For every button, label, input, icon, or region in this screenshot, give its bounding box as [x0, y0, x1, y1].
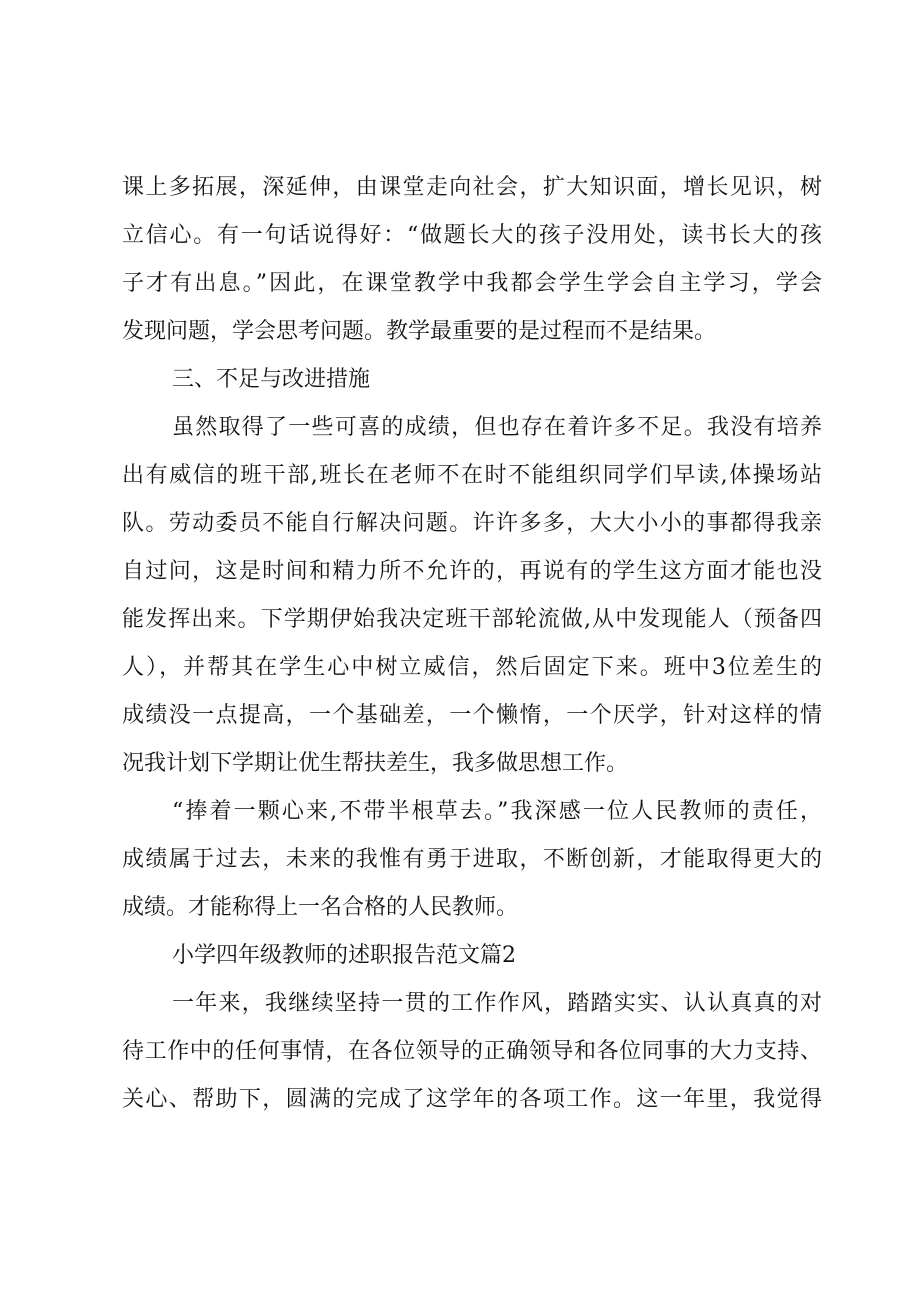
paragraph-first-line: 一年来，我继续坚持一贯的工作作风，踏踏实实、认认真真的对: [172, 991, 822, 1016]
paragraph-first-line: “捧着一颗心来,不带半根草去。”我深感一位人民教师的责任，: [172, 799, 822, 824]
text-line: 出有威信的班干部,班长在老师不在时不能组织同学们早读,体操场站: [122, 463, 822, 488]
text-line: 人），并帮其在学生心中树立威信，然后固定下来。班中3位差生的: [122, 655, 822, 680]
text-line: 课上多拓展，深延伸，由课堂走向社会，扩大知识面，增长见识，树: [122, 175, 822, 200]
text-line: 成绩没一点提高，一个基础差，一个懒惰，一个厌学，针对这样的情: [122, 703, 822, 728]
text-line: 发现问题，学会思考问题。教学最重要的是过程而不是结果。: [122, 319, 717, 344]
paragraph-first-line: 虽然取得了一些可喜的成绩，但也存在着许多不足。我没有培养: [172, 415, 822, 440]
text-line: 成绩。才能称得上一名合格的人民教师。: [122, 895, 519, 920]
text-line: 自过问，这是时间和精力所不允许的，再说有的学生这方面才能也没: [122, 559, 822, 584]
text-line: 成绩属于过去，未来的我惟有勇于进取，不断创新，才能取得更大的: [122, 847, 822, 872]
article-title: 小学四年级教师的述职报告范文篇2: [172, 943, 516, 968]
text-line: 能发挥出来。下学期伊始我决定班干部轮流做,从中发现能人（预备四: [122, 607, 822, 632]
text-line: 况我计划下学期让优生帮扶差生，我多做思想工作。: [122, 751, 629, 776]
text-line: 子才有出息。”因此，在课堂教学中我都会学生学会自主学习，学会: [122, 271, 822, 296]
section-heading: 三、不足与改进措施: [172, 367, 371, 392]
text-line: 队。劳动委员不能自行解决问题。许许多多，大大小小的事都得我亲: [122, 511, 822, 536]
text-line: 关心、帮助下，圆满的完成了这学年的各项工作。这一年里，我觉得: [122, 1087, 822, 1112]
text-line: 立信心。有一句话说得好：“做题长大的孩子没用处，读书长大的孩: [122, 223, 822, 248]
text-line: 待工作中的任何事情，在各位领导的正确领导和各位同事的大力支持、: [122, 1039, 822, 1064]
